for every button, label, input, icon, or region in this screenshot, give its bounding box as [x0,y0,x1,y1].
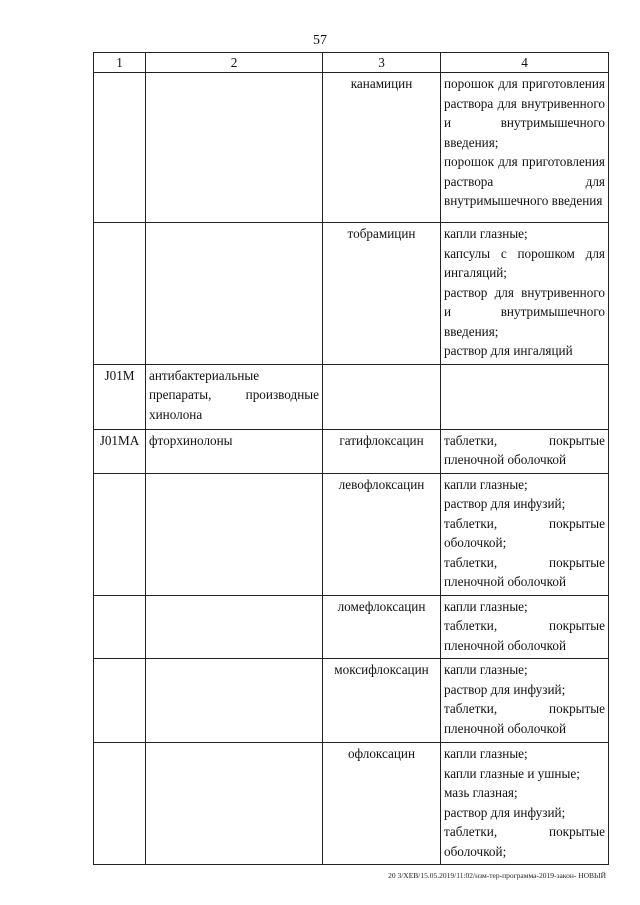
dosage-form-item: мазь глазная; [444,785,518,800]
atc-code-cell [94,743,146,865]
dosage-form-item: таблетки, покрытые пленочной оболочкой [444,554,605,589]
drug-table-body [94,53,609,865]
atc-code-cell [94,595,146,659]
pharmacological-group-cell [146,595,323,659]
dosage-form-item: капли глазные и ушные; [444,765,580,781]
drug-name-cell: ломефлоксацин [323,595,441,659]
dosage-form-item: таблетки, покрытые оболочкой; [444,824,605,859]
dosage-forms-cell [441,364,609,429]
dosage-form-item: капли глазные; [444,662,528,677]
pharmacological-group-cell [146,659,323,743]
table-row [94,429,609,473]
dosage-form-item: раствор для внутривенного и внутримышечного введения; [444,284,605,339]
dosage-form-item: таблетки, покрытые пленочной оболочкой [444,618,605,653]
table-row [94,743,609,865]
table-row [94,364,609,429]
table-row [94,473,609,595]
atc-code-cell [94,223,146,365]
dosage-forms-cell [441,659,609,743]
dosage-form-item: капсулы с порошком для ингаляций; [444,245,605,280]
column-number: 2 [146,53,323,73]
dosage-form-item: порошок для приготовления раствора для внутривенного и внутримышечного введения; [444,76,605,150]
table-row [94,223,609,365]
atc-code-cell: J01MA [94,429,146,473]
dosage-form-item: капли глазные; [444,746,528,761]
document-footer-stamp: 20 3/ХЕВ/15.05.2019/11:02/нзм-тер-программа-2019-закон- НОВЫЙ [388,871,606,880]
drug-name-cell: левофлоксацин [323,473,441,595]
dosage-forms-cell [441,429,609,473]
drug-name-cell: гатифлоксацин [323,429,441,473]
drug-table [93,52,609,865]
drug-name-cell: тобрамицин [323,223,441,365]
dosage-form-item: таблетки, покрытые пленочной оболочкой [444,701,605,736]
dosage-forms-cell [441,73,609,223]
dosage-form-item: раствор для инфузий; [444,496,566,511]
dosage-forms-cell [441,743,609,865]
dosage-form-item: порошок для приготовления раствора для внутримышечного введения [444,154,605,208]
dosage-forms-cell [441,473,609,595]
column-number: 1 [94,53,146,73]
dosage-form-item: раствор для ингаляций [444,343,573,358]
table-row [94,659,609,743]
atc-code-cell: J01M [94,364,146,429]
pharmacological-group-cell [146,223,323,365]
dosage-form-item: раствор для инфузий; [444,681,566,697]
drug-name-cell: офлоксацин [323,743,441,865]
drug-name-cell [323,364,441,429]
page-number: 57 [313,33,327,48]
column-number: 4 [441,53,609,73]
drug-name-cell: моксифлоксацин [323,659,441,743]
pharmacological-group-cell: фторхинолоны [146,429,323,473]
pharmacological-group-cell [146,473,323,595]
column-number: 3 [323,53,441,73]
atc-code-cell [94,73,146,223]
atc-code-cell [94,659,146,743]
dosage-form-item: капли глазные; [444,598,528,614]
drug-name-cell: канамицин [323,73,441,223]
dosage-form-item: раствор для инфузий; [444,804,566,820]
dosage-form-item: капли глазные; [444,226,528,241]
column-number-row [94,53,609,73]
dosage-forms-cell [441,595,609,659]
atc-code-cell [94,473,146,595]
pharmacological-group-cell [146,73,323,223]
pharmacological-group-cell: антибактериальные препараты, производные хинолона [146,364,323,429]
table-row [94,595,609,659]
pharmacological-group-cell [146,743,323,865]
dosage-forms-cell [441,223,609,365]
dosage-form-item: таблетки, покрытые пленочной оболочкой [444,432,605,467]
dosage-form-item: капли глазные; [444,476,528,492]
table-row [94,73,609,223]
dosage-form-item: таблетки, покрытые оболочкой; [444,515,605,550]
